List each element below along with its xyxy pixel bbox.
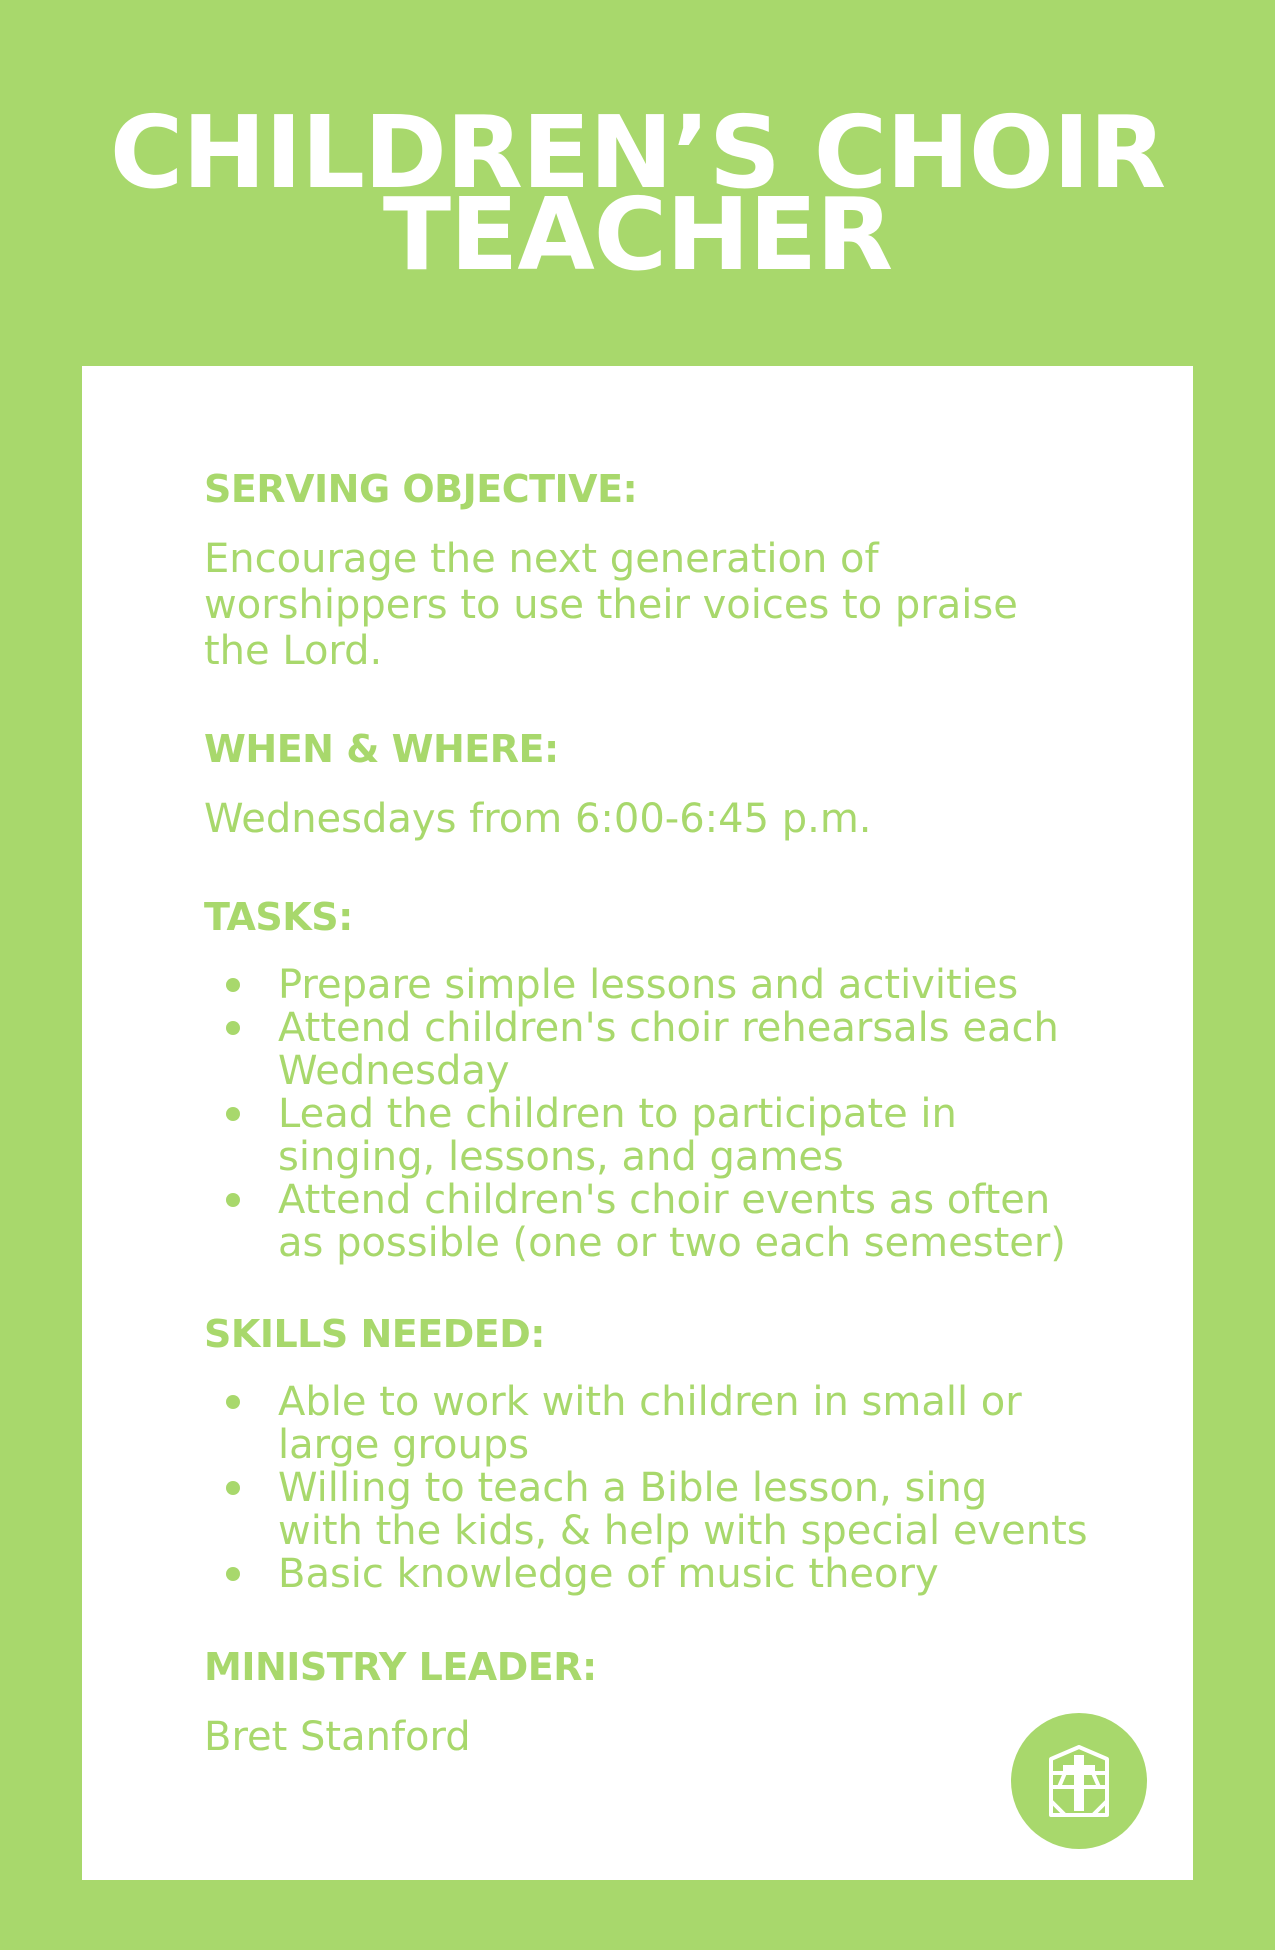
list-item-text: as possible (one or two each semester) [278,1220,1066,1266]
heading-when-where: WHEN & WHERE: [204,727,559,771]
objective-line: Encourage the next generation of [204,536,879,582]
heading-skills-needed: SKILLS NEEDED: [204,1312,545,1356]
objective-line: worshippers to use their voices to praise [204,582,1018,628]
page-title-line-2: TEACHER [382,176,893,293]
list-item-text: Attend children's choir rehearsals each [278,1005,1059,1051]
section-skills-needed [204,1311,1104,1596]
section-tasks [204,894,1104,1265]
bullet-dot-icon [226,1107,240,1121]
list-item [204,964,1104,1007]
page-title-line-1: CHILDREN’S CHOIR [109,94,1166,211]
objective-line: the Lord. [204,628,383,674]
list-item-text: with the kids, & help with special events [278,1508,1088,1554]
list-item-text: singing, lessons, and games [278,1134,844,1180]
when-where-text: Wednesdays from 6:00-6:45 p.m. [204,796,872,842]
church-window-cross-icon [1045,1743,1113,1819]
list-item-text: Able to work with children in small or [278,1379,1022,1425]
list-item-text: Lead the children to participate in [278,1091,957,1137]
section-serving-objective [204,466,1104,674]
bullet-dot-icon [226,978,240,992]
bullet-dot-icon [226,1193,240,1207]
section-ministry-leader [204,1644,1104,1760]
list-item [204,1093,1104,1179]
list-item-text: Attend children's choir events as often [278,1177,1051,1223]
skills-list [204,1381,1104,1596]
bullet-dot-icon [226,1481,240,1495]
heading-tasks: TASKS: [204,895,353,939]
list-item [204,1381,1104,1467]
bullet-dot-icon [226,1395,240,1409]
list-item-text: large groups [278,1422,530,1468]
ministry-leader-name: Bret Stanford [204,1714,471,1760]
list-item-text: Willing to teach a Bible lesson, sing [278,1465,988,1511]
list-item-text: Wednesday [278,1048,510,1094]
list-item [204,1007,1104,1093]
list-item-text: Basic knowledge of music theory [278,1551,939,1597]
heading-serving-objective: SERVING OBJECTIVE: [204,467,638,511]
church-logo [1011,1713,1147,1849]
content-card [82,366,1193,1880]
serving-objective-text [204,536,1104,674]
card-content [204,466,1104,1812]
list-item [204,1467,1104,1553]
bullet-dot-icon [226,1021,240,1035]
tasks-list [204,964,1104,1265]
list-item [204,1179,1104,1265]
heading-ministry-leader: MINISTRY LEADER: [204,1645,597,1689]
section-when-where [204,726,1104,842]
bullet-dot-icon [226,1567,240,1581]
list-item-text: Prepare simple lessons and activities [278,962,1019,1008]
list-item [204,1553,1104,1596]
page-title [0,94,1275,293]
